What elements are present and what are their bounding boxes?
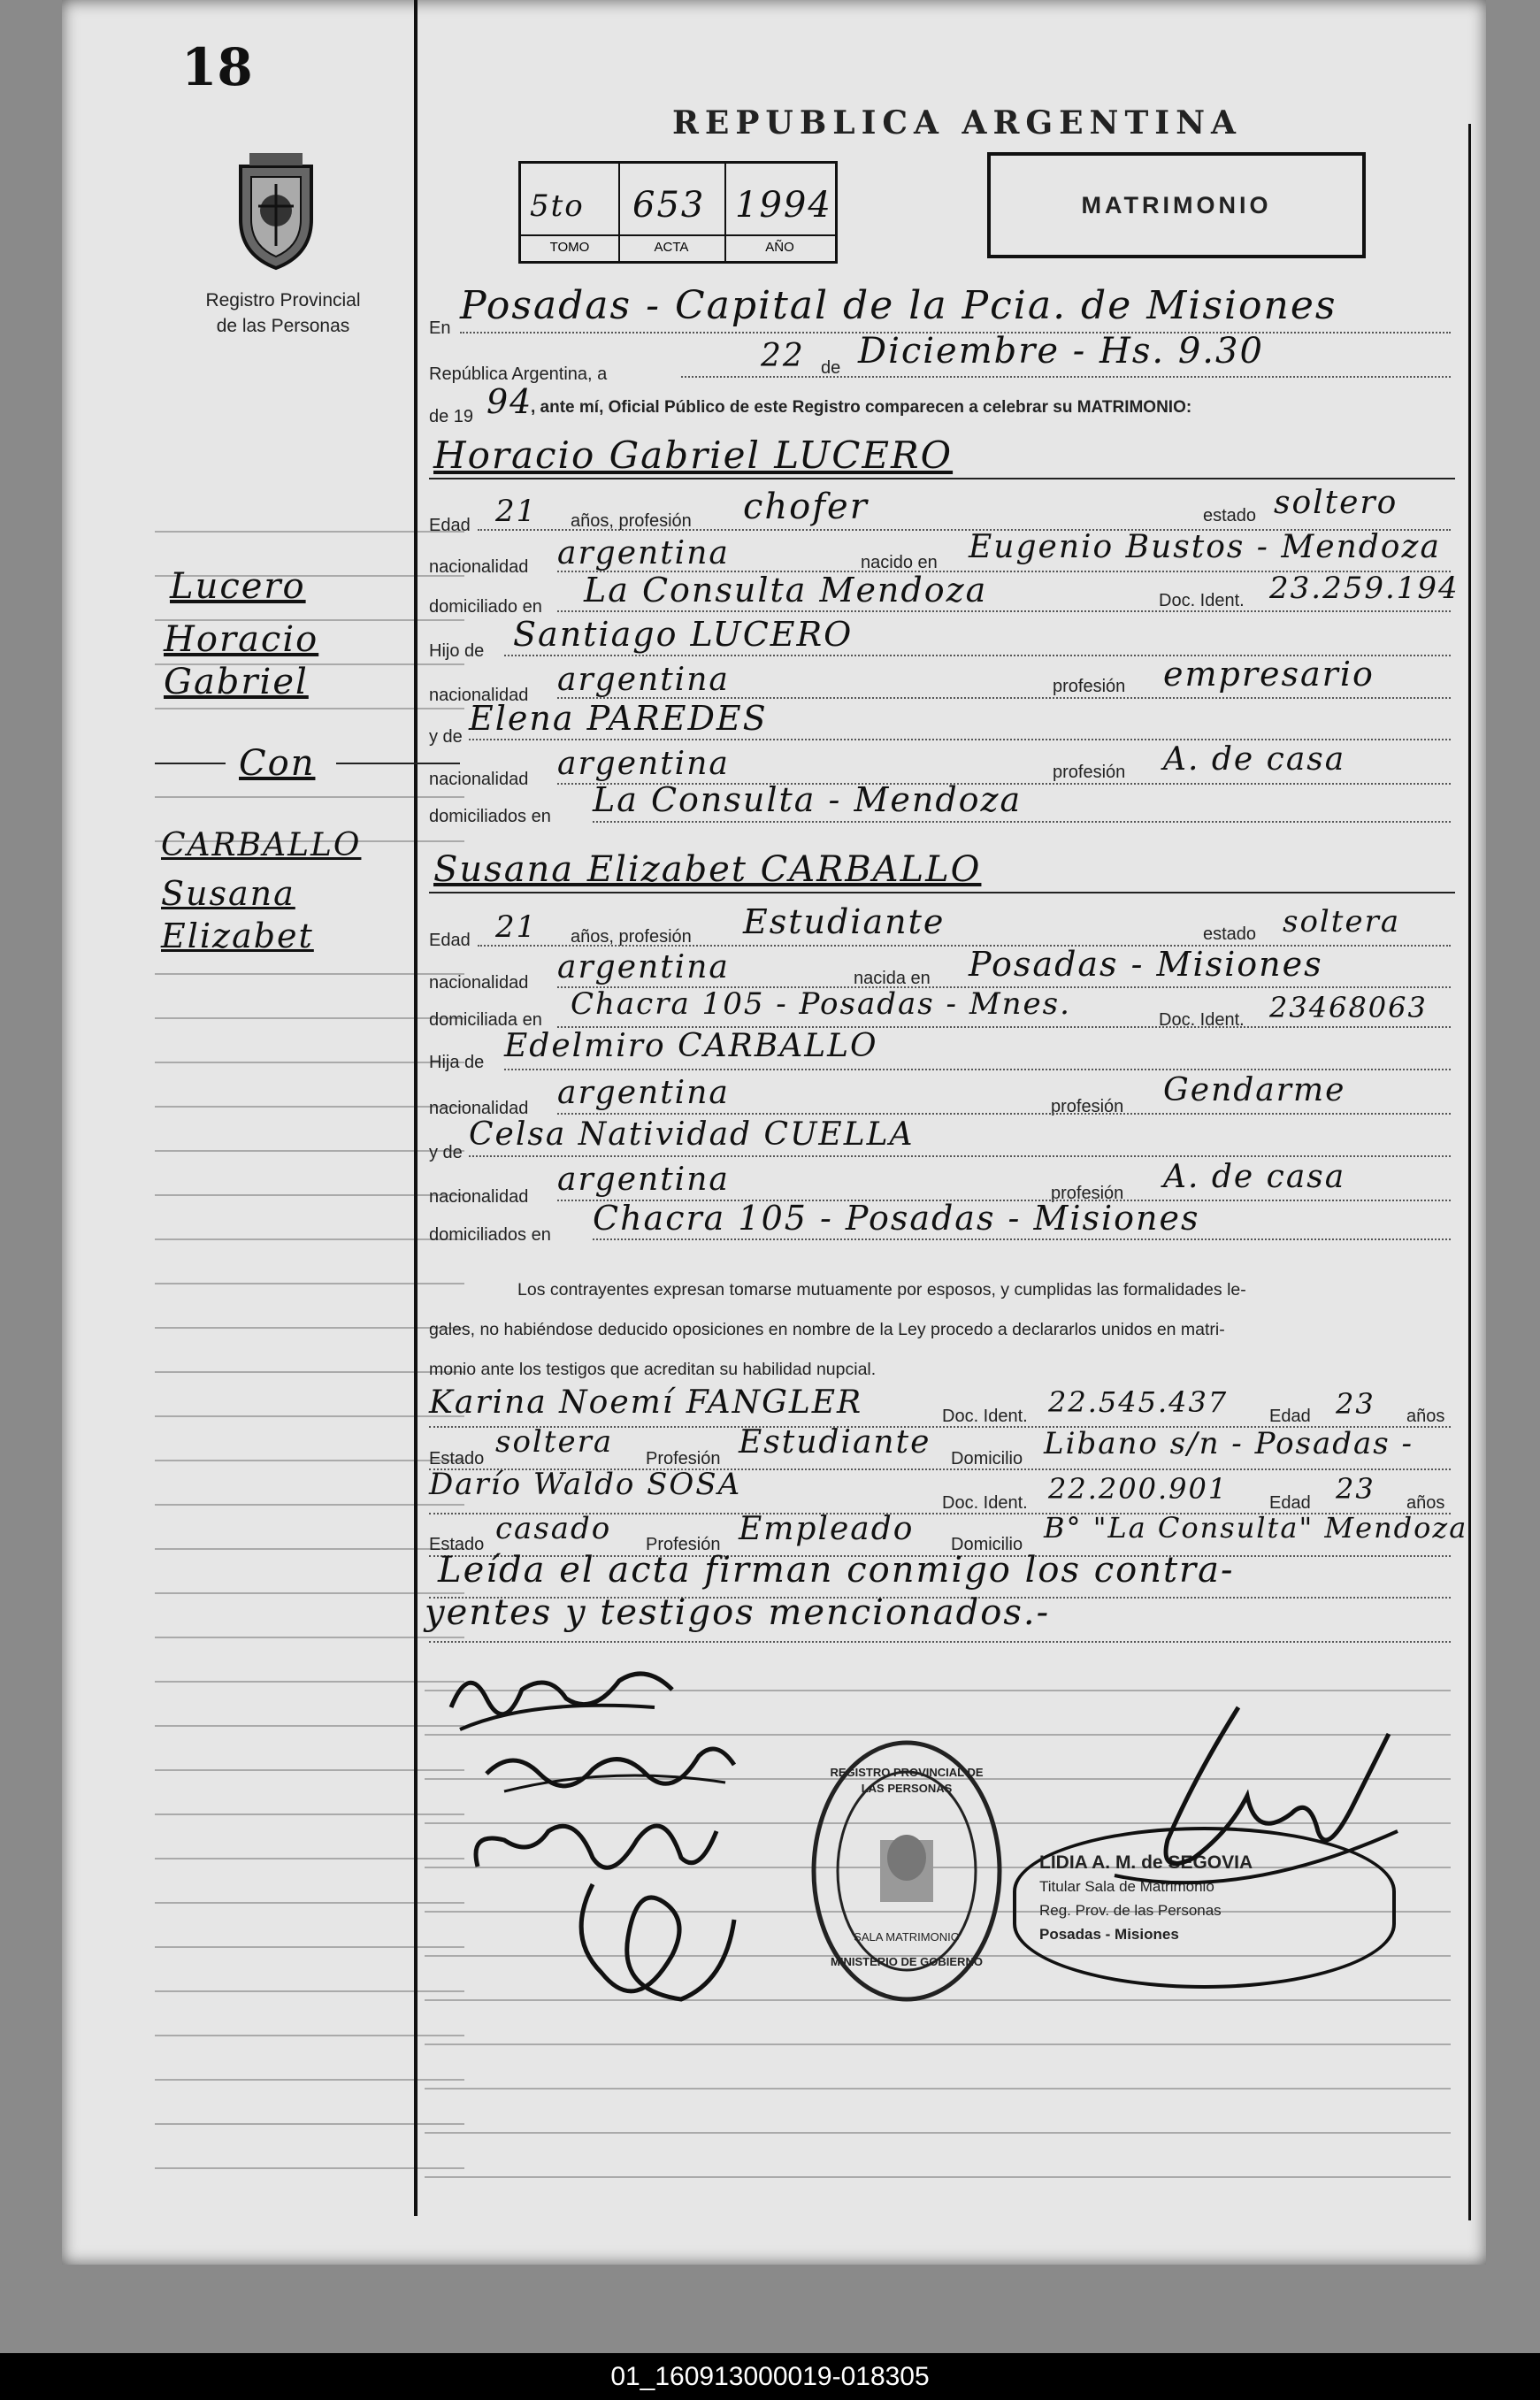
declaration bbox=[429, 1270, 1464, 1390]
image-caption: 01_160913000019-018305 bbox=[0, 2353, 1540, 2400]
witness2-profesion: Empleado bbox=[739, 1511, 915, 1547]
bride-padre-nac: argentina bbox=[557, 1075, 730, 1111]
witness1-name: Karina Noemí FANGLER bbox=[429, 1384, 863, 1421]
groom-estado-label: estado bbox=[1203, 506, 1257, 525]
registry-seal-text bbox=[823, 1765, 991, 1970]
bride-domicilio: Chacra 105 - Posadas - Mnes. bbox=[571, 986, 1071, 1022]
bride-nacionalidad-label: nacionalidad bbox=[429, 973, 529, 993]
en-label: En bbox=[429, 318, 451, 338]
registry-line-2: de las Personas bbox=[216, 316, 350, 336]
groom-padre: Santiago LUCERO bbox=[513, 615, 854, 654]
bride-edad: 21 bbox=[495, 909, 538, 945]
bride-nacionalidad: argentina bbox=[557, 949, 730, 985]
groom-domicilio: La Consulta Mendoza bbox=[584, 571, 988, 610]
groom-nacionalidad-label: nacionalidad bbox=[429, 557, 529, 577]
seal-ring-text: REGISTRO PROVINCIAL DE LAS PERSONAS bbox=[830, 1766, 984, 1795]
witness2-doc: 22.200.901 bbox=[1048, 1472, 1229, 1506]
witness1-profesion-label: Profesión bbox=[646, 1449, 721, 1468]
witness1-domicilio-label: Domicilio bbox=[951, 1449, 1023, 1468]
acta-value: 653 bbox=[632, 185, 706, 226]
witness2-doc-label: Doc. Ident. bbox=[942, 1493, 1028, 1513]
witness1-domicilio: Libano s/n - Posadas - bbox=[1044, 1426, 1414, 1461]
bride-profesion-label: años, profesión bbox=[571, 927, 692, 947]
intro-year: 94 bbox=[487, 382, 533, 421]
declaration-line-3: monio ante los testigos que acreditan su habilidad nupcial. bbox=[429, 1360, 877, 1379]
registry-line-1: Registro Provincial bbox=[205, 290, 361, 311]
country-heading: REPUBLICA ARGENTINA bbox=[672, 104, 1242, 142]
bride-nacida-label: nacida en bbox=[854, 969, 931, 988]
ano-value: 1994 bbox=[735, 185, 832, 226]
seal-bottom-text: MINISTERIO DE GOBIERNO bbox=[831, 1955, 983, 1968]
intro-de-label: de bbox=[821, 358, 841, 378]
groom-madre-prof: A. de casa bbox=[1163, 741, 1346, 778]
groom-nacido-en: Eugenio Bustos - Mendoza bbox=[969, 529, 1441, 565]
groom-hijo-label: Hijo de bbox=[429, 641, 485, 661]
witness1-edad-label: Edad bbox=[1269, 1407, 1311, 1426]
bride-estado-label: estado bbox=[1203, 924, 1257, 944]
groom-padres-dom: La Consulta - Mendoza bbox=[593, 780, 1023, 819]
witness1-estado: soltera bbox=[495, 1424, 614, 1460]
groom-nacido-label: nacido en bbox=[861, 553, 938, 572]
signature-testigo-2 bbox=[557, 1867, 752, 2030]
intro-statement: , ante mí, Oficial Público de este Registro comparecen a celebrar su MATRIMONIO: bbox=[531, 398, 1192, 417]
bride-name: Susana Elizabet CARBALLO bbox=[433, 849, 982, 890]
witness2-profesion-label: Profesión bbox=[646, 1535, 721, 1554]
official-stamp-line-2: Titular Sala de Matrimonio bbox=[1039, 1878, 1214, 1895]
bride-madre-prof: A. de casa bbox=[1163, 1159, 1346, 1195]
groom-profesion-label: años, profesión bbox=[571, 511, 692, 531]
year-prefix: de 19 bbox=[429, 407, 474, 426]
witness1-doc-label: Doc. Ident. bbox=[942, 1407, 1028, 1426]
margin-con: Con bbox=[239, 743, 316, 784]
republica-label: República Argentina, a bbox=[429, 364, 608, 384]
bride-madre-nac-label: nacionalidad bbox=[429, 1187, 529, 1207]
witness2-anos-label: años bbox=[1406, 1493, 1445, 1513]
groom-y-de-label: y de bbox=[429, 727, 463, 747]
bride-y-de-label: y de bbox=[429, 1143, 463, 1162]
witness2-estado-label: Estado bbox=[429, 1535, 485, 1554]
record-type-box bbox=[987, 152, 1366, 258]
intro-place: Posadas - Capital de la Pcia. de Misiones bbox=[460, 283, 1337, 328]
bride-estado: soltera bbox=[1283, 904, 1401, 939]
record-type: MATRIMONIO bbox=[1081, 191, 1272, 219]
ano-label: AÑO bbox=[765, 240, 794, 255]
registry-name bbox=[168, 288, 398, 339]
bride-edad-label: Edad bbox=[429, 931, 471, 950]
bride-madre-nac: argentina bbox=[557, 1162, 730, 1198]
bride-madre-prof-label: profesión bbox=[1051, 1184, 1124, 1203]
bride-padre-nac-label: nacionalidad bbox=[429, 1099, 529, 1118]
margin-rule bbox=[414, 0, 418, 2216]
official-stamp-line-1: LIDIA A. M. de SEGOVIA bbox=[1039, 1852, 1253, 1873]
bride-domiciliada-label: domiciliada en bbox=[429, 1010, 542, 1030]
groom-madre-nac-label: nacionalidad bbox=[429, 770, 529, 789]
tomo-value: 5to bbox=[530, 188, 585, 224]
margin-groom-line-2: Horacio bbox=[164, 619, 319, 660]
witness2-name: Darío Waldo SOSA bbox=[429, 1467, 742, 1502]
bride-padres-dom: Chacra 105 - Posadas - Misiones bbox=[593, 1199, 1200, 1238]
groom-domiciliado-label: domiciliado en bbox=[429, 597, 542, 617]
intro-day: 22 bbox=[761, 338, 805, 374]
groom-madre-nac: argentina bbox=[557, 746, 730, 782]
groom-madre-prof-label: profesión bbox=[1053, 763, 1126, 782]
margin-bride-line-1: CARBALLO bbox=[161, 827, 362, 863]
witness2-edad-label: Edad bbox=[1269, 1493, 1311, 1513]
margin-bride-line-2: Susana bbox=[161, 874, 295, 913]
margin-groom-line-1: Lucero bbox=[170, 566, 306, 607]
witness1-estado-label: Estado bbox=[429, 1449, 485, 1468]
document-page bbox=[62, 0, 1486, 2265]
witness1-edad: 23 bbox=[1336, 1387, 1375, 1421]
groom-profesion: chofer bbox=[743, 487, 869, 527]
groom-padre-prof: empresario bbox=[1163, 655, 1375, 694]
bride-doc: 23468063 bbox=[1269, 991, 1428, 1024]
seal-inner-text: SALA MATRIMONIO bbox=[854, 1930, 960, 1944]
groom-doc: 23.259.194 bbox=[1269, 571, 1460, 606]
bride-madre: Celsa Natividad CUELLA bbox=[469, 1116, 915, 1153]
groom-padre-nac-label: nacionalidad bbox=[429, 686, 529, 705]
bride-padre-prof-label: profesión bbox=[1051, 1097, 1124, 1116]
witness1-anos-label: años bbox=[1406, 1407, 1445, 1426]
groom-padre-prof-label: profesión bbox=[1053, 677, 1126, 696]
groom-edad-label: Edad bbox=[429, 516, 471, 535]
bride-padre: Edelmiro CARBALLO bbox=[504, 1028, 878, 1064]
record-number-box bbox=[518, 161, 838, 264]
declaration-line-2: gales, no habiéndose deducido oposiciones en nombre de la Ley procedo a declararlos unidos en matri- bbox=[429, 1320, 1225, 1339]
declaration-line-1: Los contrayentes expresan tomarse mutuamente por esposos, y cumplidas las formalidades le- bbox=[517, 1280, 1246, 1300]
witness2-domicilio-label: Domicilio bbox=[951, 1535, 1023, 1554]
official-stamp-line-3: Reg. Prov. de las Personas bbox=[1039, 1902, 1222, 1919]
signature-contrayente-2 bbox=[478, 1721, 743, 1813]
groom-edad: 21 bbox=[495, 494, 538, 529]
margin-groom-line-3: Gabriel bbox=[164, 662, 309, 702]
groom-nacionalidad: argentina bbox=[557, 535, 730, 571]
groom-madre: Elena PAREDES bbox=[469, 699, 768, 738]
tomo-label: TOMO bbox=[549, 240, 590, 255]
witness2-estado: casado bbox=[495, 1511, 612, 1546]
groom-name: Horacio Gabriel LUCERO bbox=[433, 433, 954, 477]
witness1-profesion: Estudiante bbox=[739, 1424, 931, 1461]
groom-padres-dom-label: domiciliados en bbox=[429, 807, 551, 826]
bride-nacida-en: Posadas - Misiones bbox=[969, 945, 1323, 984]
witness1-doc: 22.545.437 bbox=[1048, 1385, 1229, 1419]
bride-padre-prof: Gendarme bbox=[1163, 1072, 1346, 1108]
margin-bride-line-3: Elizabet bbox=[161, 916, 314, 955]
right-rule bbox=[1468, 124, 1471, 2220]
acta-label: ACTA bbox=[654, 240, 689, 255]
bride-hija-label: Hija de bbox=[429, 1053, 485, 1072]
page-number: 18 bbox=[181, 37, 253, 97]
groom-estado: soltero bbox=[1274, 485, 1398, 521]
official-stamp-line-4: Posadas - Misiones bbox=[1039, 1926, 1179, 1943]
groom-doc-label: Doc. Ident. bbox=[1159, 591, 1245, 610]
bride-doc-label: Doc. Ident. bbox=[1159, 1010, 1245, 1030]
coat-of-arms-emblem bbox=[223, 149, 329, 272]
signature-oficial bbox=[1061, 1698, 1415, 1933]
closing-line-1: Leída el acta firman conmigo los contra- bbox=[438, 1550, 1235, 1591]
bride-profesion: Estudiante bbox=[743, 902, 946, 941]
closing-line-2: yentes y testigos mencionados.- bbox=[425, 1592, 1051, 1633]
groom-padre-nac: argentina bbox=[557, 662, 730, 698]
intro-month-time: Diciembre - Hs. 9.30 bbox=[858, 331, 1264, 372]
bride-padres-dom-label: domiciliados en bbox=[429, 1225, 551, 1245]
witness2-domicilio: B° "La Consulta" Mendoza bbox=[1044, 1511, 1468, 1545]
witness2-edad: 23 bbox=[1336, 1472, 1375, 1506]
